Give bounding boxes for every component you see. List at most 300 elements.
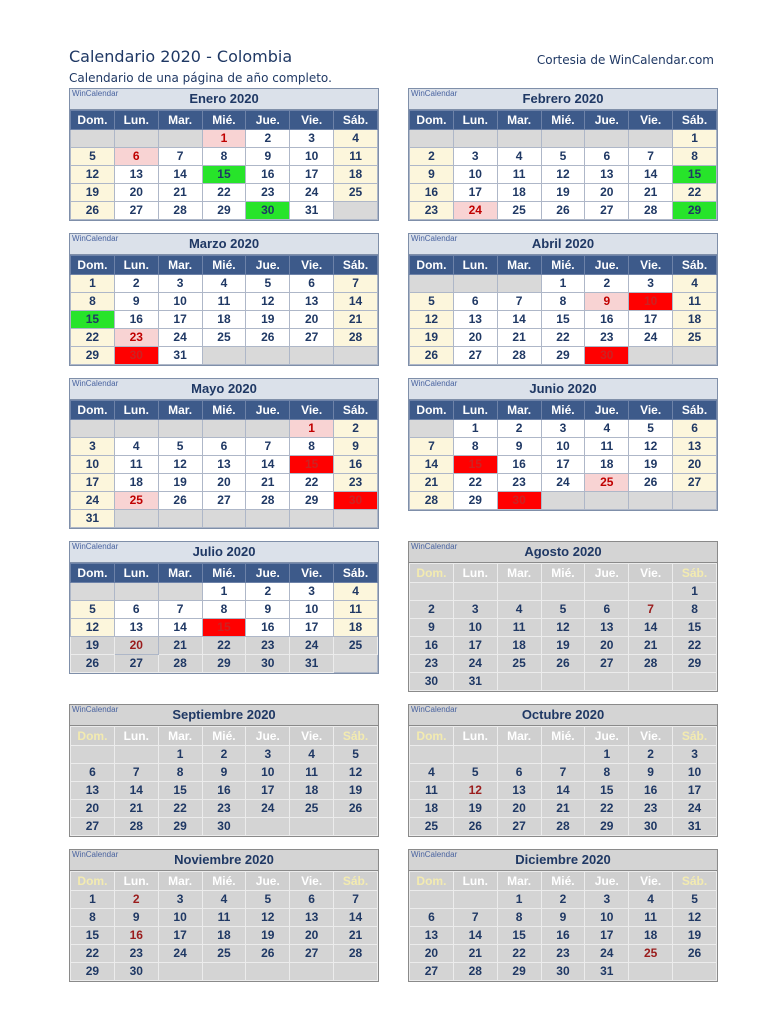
- day-cell[interactable]: 8: [202, 148, 246, 166]
- day-cell[interactable]: 25: [497, 202, 541, 220]
- day-cell[interactable]: 8: [497, 909, 541, 927]
- day-cell[interactable]: 12: [334, 764, 378, 782]
- day-cell[interactable]: 20: [585, 184, 629, 202]
- day-cell[interactable]: 20: [202, 474, 246, 492]
- day-cell[interactable]: 22: [202, 637, 246, 655]
- day-cell[interactable]: 7: [629, 148, 673, 166]
- day-cell[interactable]: 18: [497, 184, 541, 202]
- day-cell[interactable]: 17: [673, 782, 717, 800]
- day-cell[interactable]: 27: [453, 347, 497, 365]
- day-cell[interactable]: 16: [410, 184, 454, 202]
- day-cell[interactable]: 28: [629, 655, 673, 673]
- day-cell[interactable]: 25: [497, 655, 541, 673]
- day-cell[interactable]: 13: [71, 782, 115, 800]
- day-cell[interactable]: 9: [114, 293, 158, 311]
- day-cell[interactable]: 18: [202, 311, 246, 329]
- day-cell[interactable]: 5: [246, 275, 290, 293]
- day-cell[interactable]: 21: [246, 474, 290, 492]
- day-cell[interactable]: 11: [334, 601, 378, 619]
- day-cell[interactable]: 6: [71, 764, 115, 782]
- day-cell[interactable]: 27: [202, 492, 246, 510]
- day-cell[interactable]: 5: [541, 601, 585, 619]
- day-cell[interactable]: 19: [334, 782, 378, 800]
- day-cell[interactable]: 15: [202, 166, 246, 184]
- day-cell[interactable]: 5: [629, 420, 673, 438]
- day-cell[interactable]: 12: [71, 166, 115, 184]
- day-cell[interactable]: 21: [334, 927, 378, 945]
- day-cell[interactable]: 24: [673, 800, 717, 818]
- day-cell[interactable]: 17: [158, 311, 202, 329]
- day-cell[interactable]: 23: [410, 655, 454, 673]
- day-cell[interactable]: 9: [246, 601, 290, 619]
- day-cell[interactable]: 17: [158, 927, 202, 945]
- day-cell[interactable]: 22: [290, 474, 334, 492]
- day-cell[interactable]: 22: [541, 329, 585, 347]
- day-cell[interactable]: 6: [673, 420, 717, 438]
- day-cell[interactable]: 16: [334, 456, 378, 474]
- day-cell[interactable]: 10: [290, 601, 334, 619]
- day-cell[interactable]: 18: [410, 800, 454, 818]
- day-cell[interactable]: 20: [673, 456, 717, 474]
- day-cell[interactable]: 10: [673, 764, 717, 782]
- day-cell[interactable]: 4: [290, 746, 334, 764]
- day-cell[interactable]: 15: [158, 782, 202, 800]
- day-cell[interactable]: 28: [541, 818, 585, 836]
- day-cell[interactable]: 19: [158, 474, 202, 492]
- day-cell[interactable]: 28: [629, 202, 673, 220]
- day-cell[interactable]: 15: [202, 619, 246, 637]
- day-cell[interactable]: 19: [673, 927, 717, 945]
- day-cell[interactable]: 4: [334, 130, 378, 148]
- day-cell[interactable]: 10: [541, 438, 585, 456]
- day-cell[interactable]: 11: [497, 619, 541, 637]
- day-cell[interactable]: 21: [453, 945, 497, 963]
- day-cell[interactable]: 3: [629, 275, 673, 293]
- day-cell[interactable]: 7: [410, 438, 454, 456]
- day-cell[interactable]: 28: [453, 963, 497, 981]
- day-cell[interactable]: 20: [497, 800, 541, 818]
- day-cell[interactable]: 30: [246, 655, 290, 673]
- day-cell[interactable]: 1: [673, 583, 717, 601]
- day-cell[interactable]: 20: [290, 311, 334, 329]
- day-cell[interactable]: 1: [202, 583, 246, 601]
- day-cell[interactable]: 10: [585, 909, 629, 927]
- day-cell[interactable]: 27: [71, 818, 115, 836]
- day-cell[interactable]: 8: [202, 601, 246, 619]
- day-cell[interactable]: 10: [290, 148, 334, 166]
- day-cell[interactable]: 24: [629, 329, 673, 347]
- day-cell[interactable]: 3: [246, 746, 290, 764]
- day-cell[interactable]: 23: [114, 329, 158, 347]
- day-cell[interactable]: 23: [334, 474, 378, 492]
- day-cell[interactable]: 11: [629, 909, 673, 927]
- day-cell[interactable]: 17: [290, 166, 334, 184]
- day-cell[interactable]: 12: [673, 909, 717, 927]
- day-cell[interactable]: 17: [290, 619, 334, 637]
- day-cell[interactable]: 5: [71, 601, 115, 619]
- day-cell[interactable]: 21: [158, 637, 202, 655]
- day-cell[interactable]: 14: [629, 619, 673, 637]
- day-cell[interactable]: 25: [585, 474, 629, 492]
- day-cell[interactable]: 16: [585, 311, 629, 329]
- day-cell[interactable]: 14: [629, 166, 673, 184]
- day-cell[interactable]: 29: [673, 202, 717, 220]
- day-cell[interactable]: 14: [158, 166, 202, 184]
- day-cell[interactable]: 4: [334, 583, 378, 601]
- day-cell[interactable]: 23: [541, 945, 585, 963]
- day-cell[interactable]: 12: [158, 456, 202, 474]
- day-cell[interactable]: 7: [334, 891, 378, 909]
- day-cell[interactable]: 2: [629, 746, 673, 764]
- day-cell[interactable]: 19: [541, 637, 585, 655]
- day-cell[interactable]: 30: [541, 963, 585, 981]
- day-cell[interactable]: 1: [71, 275, 115, 293]
- day-cell[interactable]: 1: [158, 746, 202, 764]
- day-cell[interactable]: 27: [497, 818, 541, 836]
- day-cell[interactable]: 23: [497, 474, 541, 492]
- day-cell[interactable]: 24: [290, 637, 334, 655]
- day-cell[interactable]: 24: [453, 202, 497, 220]
- day-cell[interactable]: 8: [290, 438, 334, 456]
- day-cell[interactable]: 11: [202, 909, 246, 927]
- day-cell[interactable]: 11: [334, 148, 378, 166]
- day-cell[interactable]: 30: [585, 347, 629, 365]
- day-cell[interactable]: 23: [114, 945, 158, 963]
- day-cell[interactable]: 13: [290, 293, 334, 311]
- day-cell[interactable]: 30: [334, 492, 378, 510]
- day-cell[interactable]: 15: [585, 782, 629, 800]
- day-cell[interactable]: 17: [453, 184, 497, 202]
- day-cell[interactable]: 21: [497, 329, 541, 347]
- day-cell[interactable]: 19: [71, 637, 115, 655]
- day-cell[interactable]: 3: [585, 891, 629, 909]
- day-cell[interactable]: 15: [673, 619, 717, 637]
- day-cell[interactable]: 9: [585, 293, 629, 311]
- day-cell[interactable]: 11: [290, 764, 334, 782]
- day-cell[interactable]: 29: [71, 347, 115, 365]
- day-cell[interactable]: 31: [71, 510, 115, 528]
- day-cell[interactable]: 2: [585, 275, 629, 293]
- day-cell[interactable]: 12: [246, 293, 290, 311]
- day-cell[interactable]: 3: [541, 420, 585, 438]
- day-cell[interactable]: 12: [541, 166, 585, 184]
- day-cell[interactable]: 16: [246, 619, 290, 637]
- day-cell[interactable]: 12: [541, 619, 585, 637]
- day-cell[interactable]: 18: [114, 474, 158, 492]
- day-cell[interactable]: 18: [334, 619, 378, 637]
- day-cell[interactable]: 22: [202, 184, 246, 202]
- day-cell[interactable]: 4: [497, 148, 541, 166]
- day-cell[interactable]: 3: [290, 130, 334, 148]
- day-cell[interactable]: 22: [585, 800, 629, 818]
- day-cell[interactable]: 23: [629, 800, 673, 818]
- day-cell[interactable]: 12: [246, 909, 290, 927]
- day-cell[interactable]: 16: [202, 782, 246, 800]
- day-cell[interactable]: 2: [410, 601, 454, 619]
- day-cell[interactable]: 31: [453, 673, 497, 691]
- day-cell[interactable]: 12: [629, 438, 673, 456]
- day-cell[interactable]: 21: [410, 474, 454, 492]
- day-cell[interactable]: 8: [71, 909, 115, 927]
- day-cell[interactable]: 2: [114, 275, 158, 293]
- day-cell[interactable]: 26: [410, 347, 454, 365]
- day-cell[interactable]: 15: [290, 456, 334, 474]
- day-cell[interactable]: 27: [673, 474, 717, 492]
- day-cell[interactable]: 31: [290, 202, 334, 220]
- day-cell[interactable]: 1: [290, 420, 334, 438]
- day-cell[interactable]: 2: [202, 746, 246, 764]
- day-cell[interactable]: 27: [290, 329, 334, 347]
- day-cell[interactable]: 15: [541, 311, 585, 329]
- day-cell[interactable]: 16: [497, 456, 541, 474]
- day-cell[interactable]: 15: [497, 927, 541, 945]
- day-cell[interactable]: 1: [673, 130, 717, 148]
- day-cell[interactable]: 21: [334, 311, 378, 329]
- day-cell[interactable]: 4: [410, 764, 454, 782]
- day-cell[interactable]: 3: [673, 746, 717, 764]
- day-cell[interactable]: 16: [629, 782, 673, 800]
- day-cell[interactable]: 28: [158, 202, 202, 220]
- day-cell[interactable]: 10: [453, 166, 497, 184]
- day-cell[interactable]: 30: [497, 492, 541, 510]
- day-cell[interactable]: 27: [114, 655, 158, 673]
- day-cell[interactable]: 17: [541, 456, 585, 474]
- day-cell[interactable]: 13: [673, 438, 717, 456]
- day-cell[interactable]: 11: [497, 166, 541, 184]
- day-cell[interactable]: 26: [673, 945, 717, 963]
- day-cell[interactable]: 26: [71, 655, 115, 673]
- day-cell[interactable]: 2: [246, 583, 290, 601]
- day-cell[interactable]: 22: [71, 329, 115, 347]
- day-cell[interactable]: 18: [673, 311, 717, 329]
- day-cell[interactable]: 25: [629, 945, 673, 963]
- day-cell[interactable]: 2: [541, 891, 585, 909]
- day-cell[interactable]: 25: [202, 329, 246, 347]
- day-cell[interactable]: 20: [114, 184, 158, 202]
- day-cell[interactable]: 18: [334, 166, 378, 184]
- day-cell[interactable]: 4: [585, 420, 629, 438]
- day-cell[interactable]: 25: [290, 800, 334, 818]
- day-cell[interactable]: 18: [290, 782, 334, 800]
- day-cell[interactable]: 28: [114, 818, 158, 836]
- day-cell[interactable]: 5: [453, 764, 497, 782]
- day-cell[interactable]: 24: [290, 184, 334, 202]
- day-cell[interactable]: 6: [585, 601, 629, 619]
- day-cell[interactable]: 20: [585, 637, 629, 655]
- day-cell[interactable]: 5: [410, 293, 454, 311]
- day-cell[interactable]: 7: [246, 438, 290, 456]
- day-cell[interactable]: 7: [453, 909, 497, 927]
- day-cell[interactable]: 30: [629, 818, 673, 836]
- day-cell[interactable]: 4: [202, 275, 246, 293]
- day-cell[interactable]: 21: [629, 184, 673, 202]
- day-cell[interactable]: 8: [585, 764, 629, 782]
- day-cell[interactable]: 25: [410, 818, 454, 836]
- day-cell[interactable]: 8: [673, 148, 717, 166]
- day-cell[interactable]: 8: [673, 601, 717, 619]
- day-cell[interactable]: 9: [629, 764, 673, 782]
- day-cell[interactable]: 23: [410, 202, 454, 220]
- day-cell[interactable]: 15: [673, 166, 717, 184]
- day-cell[interactable]: 13: [497, 782, 541, 800]
- day-cell[interactable]: 19: [246, 927, 290, 945]
- day-cell[interactable]: 16: [114, 927, 158, 945]
- day-cell[interactable]: 12: [453, 782, 497, 800]
- day-cell[interactable]: 19: [629, 456, 673, 474]
- day-cell[interactable]: 27: [290, 945, 334, 963]
- day-cell[interactable]: 14: [541, 782, 585, 800]
- day-cell[interactable]: 3: [158, 275, 202, 293]
- day-cell[interactable]: 2: [410, 148, 454, 166]
- day-cell[interactable]: 17: [585, 927, 629, 945]
- day-cell[interactable]: 23: [246, 637, 290, 655]
- day-cell[interactable]: 29: [158, 818, 202, 836]
- day-cell[interactable]: 9: [202, 764, 246, 782]
- day-cell[interactable]: 12: [410, 311, 454, 329]
- day-cell[interactable]: 30: [202, 818, 246, 836]
- day-cell[interactable]: 22: [158, 800, 202, 818]
- day-cell[interactable]: 4: [114, 438, 158, 456]
- day-cell[interactable]: 8: [541, 293, 585, 311]
- day-cell[interactable]: 14: [334, 293, 378, 311]
- day-cell[interactable]: 30: [410, 673, 454, 691]
- day-cell[interactable]: 26: [246, 329, 290, 347]
- day-cell[interactable]: 5: [673, 891, 717, 909]
- day-cell[interactable]: 2: [246, 130, 290, 148]
- day-cell[interactable]: 25: [673, 329, 717, 347]
- day-cell[interactable]: 6: [497, 764, 541, 782]
- day-cell[interactable]: 10: [246, 764, 290, 782]
- day-cell[interactable]: 26: [453, 818, 497, 836]
- day-cell[interactable]: 9: [114, 909, 158, 927]
- day-cell[interactable]: 5: [541, 148, 585, 166]
- day-cell[interactable]: 16: [246, 166, 290, 184]
- day-cell[interactable]: 6: [290, 275, 334, 293]
- day-cell[interactable]: 4: [673, 275, 717, 293]
- day-cell[interactable]: 30: [114, 963, 158, 981]
- day-cell[interactable]: 31: [290, 655, 334, 673]
- day-cell[interactable]: 20: [114, 637, 158, 655]
- day-cell[interactable]: 20: [453, 329, 497, 347]
- day-cell[interactable]: 18: [497, 637, 541, 655]
- day-cell[interactable]: 29: [673, 655, 717, 673]
- day-cell[interactable]: 3: [158, 891, 202, 909]
- day-cell[interactable]: 19: [541, 184, 585, 202]
- day-cell[interactable]: 7: [114, 764, 158, 782]
- day-cell[interactable]: 17: [629, 311, 673, 329]
- day-cell[interactable]: 29: [202, 655, 246, 673]
- day-cell[interactable]: 24: [541, 474, 585, 492]
- day-cell[interactable]: 29: [71, 963, 115, 981]
- day-cell[interactable]: 3: [290, 583, 334, 601]
- day-cell[interactable]: 7: [629, 601, 673, 619]
- day-cell[interactable]: 12: [71, 619, 115, 637]
- day-cell[interactable]: 27: [114, 202, 158, 220]
- day-cell[interactable]: 13: [585, 619, 629, 637]
- day-cell[interactable]: 22: [71, 945, 115, 963]
- day-cell[interactable]: 3: [453, 148, 497, 166]
- day-cell[interactable]: 6: [114, 148, 158, 166]
- day-cell[interactable]: 13: [453, 311, 497, 329]
- day-cell[interactable]: 26: [541, 655, 585, 673]
- day-cell[interactable]: 14: [114, 782, 158, 800]
- day-cell[interactable]: 1: [585, 746, 629, 764]
- day-cell[interactable]: 27: [585, 202, 629, 220]
- day-cell[interactable]: 5: [158, 438, 202, 456]
- day-cell[interactable]: 15: [71, 311, 115, 329]
- day-cell[interactable]: 3: [453, 601, 497, 619]
- day-cell[interactable]: 22: [673, 637, 717, 655]
- day-cell[interactable]: 24: [158, 945, 202, 963]
- day-cell[interactable]: 3: [71, 438, 115, 456]
- day-cell[interactable]: 15: [453, 456, 497, 474]
- day-cell[interactable]: 31: [585, 963, 629, 981]
- day-cell[interactable]: 24: [453, 655, 497, 673]
- day-cell[interactable]: 1: [453, 420, 497, 438]
- day-cell[interactable]: 13: [114, 619, 158, 637]
- day-cell[interactable]: 5: [334, 746, 378, 764]
- day-cell[interactable]: 13: [410, 927, 454, 945]
- day-cell[interactable]: 11: [114, 456, 158, 474]
- day-cell[interactable]: 19: [246, 311, 290, 329]
- day-cell[interactable]: 26: [541, 202, 585, 220]
- day-cell[interactable]: 29: [290, 492, 334, 510]
- day-cell[interactable]: 21: [541, 800, 585, 818]
- day-cell[interactable]: 2: [334, 420, 378, 438]
- day-cell[interactable]: 21: [629, 637, 673, 655]
- day-cell[interactable]: 20: [410, 945, 454, 963]
- day-cell[interactable]: 26: [334, 800, 378, 818]
- day-cell[interactable]: 15: [71, 927, 115, 945]
- day-cell[interactable]: 24: [585, 945, 629, 963]
- day-cell[interactable]: 24: [71, 492, 115, 510]
- day-cell[interactable]: 6: [410, 909, 454, 927]
- day-cell[interactable]: 30: [246, 202, 290, 220]
- day-cell[interactable]: 13: [114, 166, 158, 184]
- day-cell[interactable]: 1: [497, 891, 541, 909]
- courtesy-link[interactable]: Cortesia de WinCalendar.com: [536, 53, 714, 67]
- day-cell[interactable]: 6: [114, 601, 158, 619]
- day-cell[interactable]: 7: [334, 275, 378, 293]
- day-cell[interactable]: 29: [585, 818, 629, 836]
- day-cell[interactable]: 23: [202, 800, 246, 818]
- day-cell[interactable]: 14: [410, 456, 454, 474]
- day-cell[interactable]: 10: [453, 619, 497, 637]
- day-cell[interactable]: 27: [585, 655, 629, 673]
- day-cell[interactable]: 10: [629, 293, 673, 311]
- day-cell[interactable]: 9: [410, 166, 454, 184]
- day-cell[interactable]: 24: [246, 800, 290, 818]
- day-cell[interactable]: 31: [673, 818, 717, 836]
- day-cell[interactable]: 22: [673, 184, 717, 202]
- day-cell[interactable]: 13: [585, 166, 629, 184]
- day-cell[interactable]: 23: [585, 329, 629, 347]
- day-cell[interactable]: 11: [673, 293, 717, 311]
- day-cell[interactable]: 29: [497, 963, 541, 981]
- day-cell[interactable]: 24: [158, 329, 202, 347]
- day-cell[interactable]: 20: [290, 927, 334, 945]
- day-cell[interactable]: 13: [202, 456, 246, 474]
- day-cell[interactable]: 26: [71, 202, 115, 220]
- day-cell[interactable]: 25: [202, 945, 246, 963]
- day-cell[interactable]: 18: [585, 456, 629, 474]
- day-cell[interactable]: 26: [158, 492, 202, 510]
- day-cell[interactable]: 8: [158, 764, 202, 782]
- day-cell[interactable]: 21: [114, 800, 158, 818]
- day-cell[interactable]: 28: [158, 655, 202, 673]
- day-cell[interactable]: 6: [202, 438, 246, 456]
- day-cell[interactable]: 19: [71, 184, 115, 202]
